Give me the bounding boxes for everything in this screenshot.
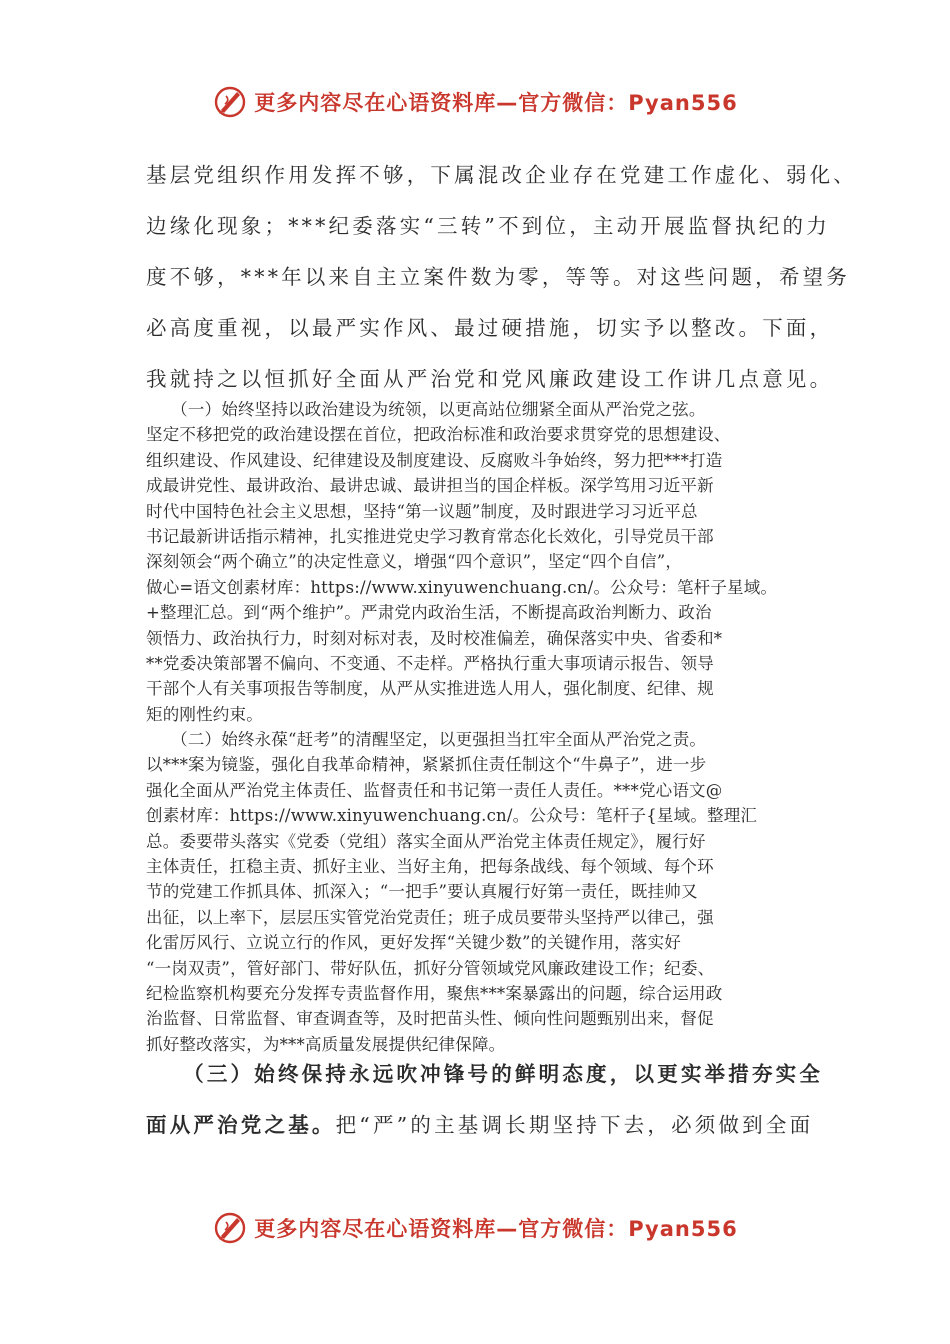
section-1-line: 成最讲党性、最讲政治、最讲忠诚、最讲担当的国企样板。深学笃用习近平新 [146,476,714,496]
intro-paragraph [146,150,857,405]
intro-line: 度不够，***年以来自主立案件数为零，等等。对这些问题，希望务 [146,265,850,289]
section-3-heading-end: 面从严治党之基。 [146,1113,336,1137]
section-3-line [146,1100,814,1151]
section-1-line: （一）始终坚持以政治建设为统领，以更高站位绷紧全面从严治党之弦。 [146,400,706,419]
section-1-line: 干部个人有关事项报告等制度，从严从实推进选人用人，强化制度、纪律、规 [146,679,714,699]
section-1-line: 时代中国特色社会主义思想，坚持“第一议题”制度，及时跟进学习习近平总 [146,501,698,521]
section-2-line: 以***案为镜鉴，强化自我革命精神，紧紧抓住责任制这个“牛鼻子”，进一步 [146,755,707,775]
section-2-line: 抓好整改落实，为***高质量发展提供纪律保障。 [146,1034,506,1054]
section-2-line: 创素材库：https://www.xinyuwenchuang.cn/。公众号：笔杆子{星域。整理汇 [146,806,758,826]
section-1-line: 组织建设、作风建设、纪律建设及制度建设、反腐败斗争始终，努力把***打造 [146,450,723,470]
intro-line: 基层党组织作用发挥不够，下属混改企业存在党建工作虚化、弱化、 [146,163,857,187]
bottom-watermark-banner [0,1210,950,1246]
section-2-line: 总。委要带头落实《党委（党组）落实全面从严治党主体责任规定》，履行好 [146,831,706,851]
section-2-line: “一岗双责”，管好部门、带好队伍，抓好分管领域党风廉政建设工作；纪委、 [146,958,715,978]
section-2-line: 化雷厉风行、立说立行的作风，更好发挥“关键少数”的关键作用，落实好 [146,933,681,953]
section-1-paragraph [146,397,810,727]
top-watermark-text: 更多内容尽在心语资料库—官方微信：Pyan556 [254,91,738,115]
section-2-line: 出征，以上率下，层层压实管党治党责任；班子成员要带头坚持严以律己，强 [146,907,714,927]
section-2-line: 强化全面从严治党主体责任、监督责任和书记第一责任人责任。***党心语文@ [146,780,723,800]
section-2-line: 节的党建工作抓具体、抓深入；“一把手”要认真履行好第一责任，既挂帅又 [146,882,698,902]
section-2-paragraph [146,727,810,1057]
section-1-line: **党委决策部署不偏向、不变通、不走样。严格执行重大事项请示报告、领导 [146,654,714,674]
section-1-line: 矩的刚性约束。 [146,704,263,724]
intro-line: 边缘化现象；***纪委落实“三转”不到位，主动开展监督执纪的力 [146,214,830,238]
section-1-line: 坚定不移把党的政治建设摆在首位，把政治标准和政治要求贯穿党的思想建设、 [146,425,731,445]
section-2-line: （二）始终永葆“赶考”的清醒坚定，以更强担当扛牢全面从严治党之责。 [146,730,707,749]
section-3-paragraph [146,1049,824,1151]
section-1-line: 深刻领会“两个确立”的决定性意义，增强“四个意识”，坚定“四个自信”， [146,552,683,572]
bottom-watermark-text: 更多内容尽在心语资料库—官方微信：Pyan556 [254,1217,738,1241]
section-1-line: 书记最新讲话指示精神，扎实推进党史学习教育常态化长效化，引导党员干部 [146,527,714,547]
section-1-line: +整理汇总。到“两个维护”。严肃党内政治生活，不断提高政治判断力、政治 [146,603,712,623]
section-2-line: 主体责任，扛稳主责、抓好主业、当好主角，把每条战线、每个领域、每个环 [146,857,714,877]
section-2-line: 纪检监察机构要充分发挥专责监督作用，聚焦***案暴露出的问题，综合运用政 [146,984,723,1004]
pen-logo-icon [212,1210,248,1246]
section-3-body-start: 把“严”的主基调长期坚持下去，必须做到全面 [335,1113,814,1137]
section-3-heading-line: （三）始终保持永远吹冲锋号的鲜明态度，以更实举措夯实全 [146,1062,824,1086]
section-1-line: 做心=语文创素材库：https://www.xinyuwenchuang.cn/。公众号：笔杆子星域。 [146,577,778,597]
section-2-line: 治监督、日常监督、审查调查等，及时把苗头性、倾向性问题甄别出来，督促 [146,1009,714,1029]
top-watermark-banner [0,84,950,120]
pen-logo-icon [212,84,248,120]
intro-line: 必高度重视，以最严实作风、最过硬措施，切实予以整改。下面， [146,316,834,340]
intro-line: 我就持之以恒抓好全面从严治党和党风廉政建设工作讲几点意见。 [146,367,834,391]
section-1-line: 领悟力、政治执行力，时刻对标对表，及时校准偏差，确保落实中央、省委和* [146,628,723,648]
